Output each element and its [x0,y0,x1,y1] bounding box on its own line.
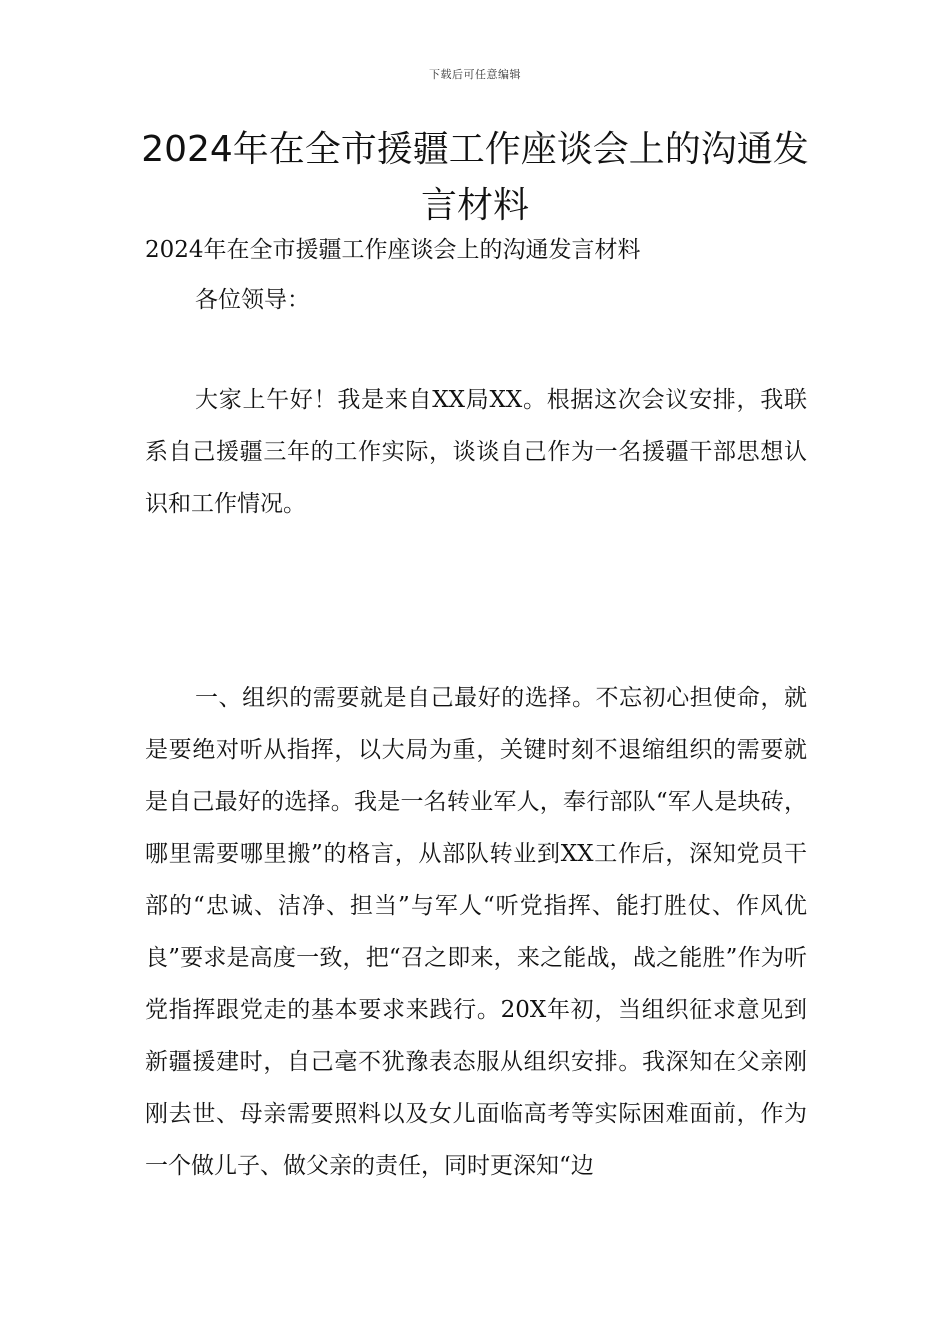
document-title: 2024年在全市援疆工作座谈会上的沟通发言材料 [141,129,809,226]
paragraph-section-one: 一、组织的需要就是自己最好的选择。不忘初心担使命，就是要绝对听从指挥，以大局为重，关键时刻不退缩组织的需要就是自己最好的选择。我是一名转业军人，奉行部队“军人是块砖，哪里需要哪里搬”的格言，从部队转业到XX工作后，深知党员干部的“忠诚、洁净、担当”与军人“听党指挥、能打胜仗、作风优良”要求是高度一致，把“召之即来，来之能战，战之能胜”作为听党指挥跟党走的基本要求来践行。20X年初，当组织征求意见到新疆援建时，自己毫不犹豫表态服从组织安排。我深知在父亲刚刚去世、母亲需要照料以及女儿面临高考等实际困难面前，作为一个做儿子、做父亲的责任，同时更深知“边 [145,685,807,1179]
greeting: 各位领导： [195,287,310,313]
document-subtitle: 2024年在全市援疆工作座谈会上的沟通发言材料 [145,237,641,263]
header-note: 下载后可任意编辑 [429,68,521,81]
paragraph-intro: 大家上午好！我是来自XX局XX。根据这次会议安排，我联系自己援疆三年的工作实际，谈谈自己作为一名援疆干部思想认识和工作情况。 [145,387,807,517]
